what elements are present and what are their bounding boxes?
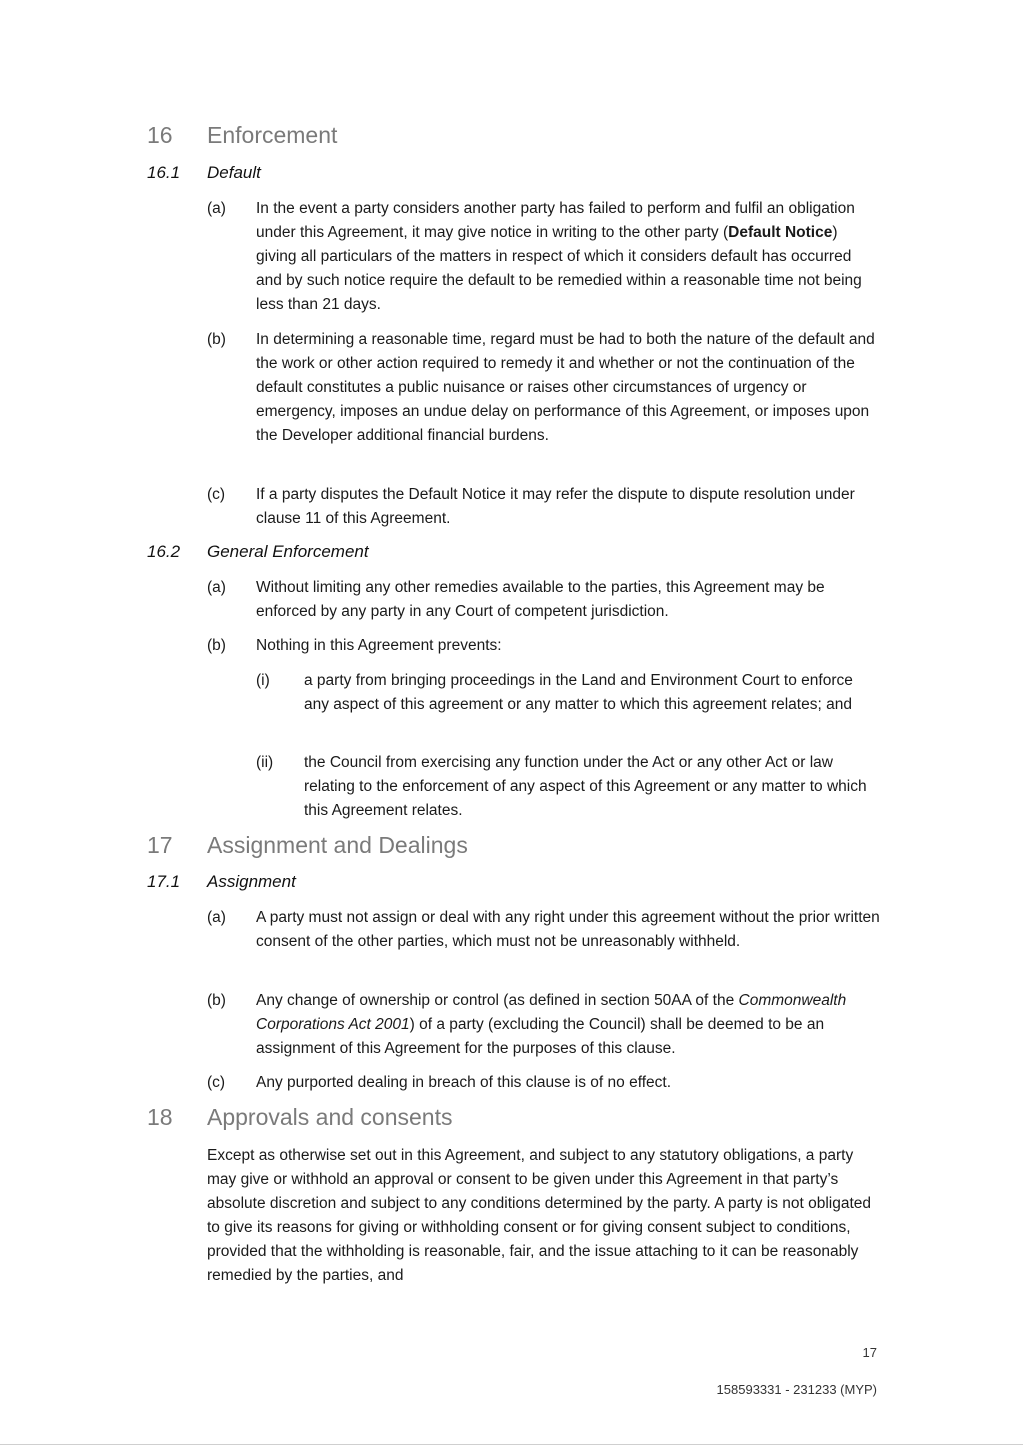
- section-18-title: Approvals and consents: [207, 1104, 453, 1130]
- clause-16-2-b-i-text: a party from bringing proceedings in the Land and Environment Court to enforce any aspect of this agreement or any matter to which this agreement relates; and: [304, 672, 853, 713]
- clause-16-1-c-text: If a party disputes the Default Notice it may refer the dispute to dispute resolution under clause 11 of this Agreement.: [256, 486, 855, 527]
- clause-16-2-b-ii-label: (ii): [256, 754, 274, 771]
- clause-16-2-a-label: (a): [207, 579, 226, 596]
- clause-16-2-a-text: Without limiting any other remedies available to the parties, this Agreement may be enforced by any party in any Court of competent jurisdiction.: [256, 579, 825, 620]
- clause-16-1-number: 16.1: [147, 163, 181, 182]
- clause-16-1-a-text: In the event a party considers another party has failed to perform and fulfil an obligation under this Agreement, it may give notice in writing to the other party (Default Notice) giving all particulars of the matters in respect of which it considers default has occurred and by such notice require the default to be remedied within a reasonable time not being less than 21 days.: [256, 200, 862, 313]
- section-17-number: 17: [147, 832, 173, 858]
- clause-16-2-title: General Enforcement: [207, 542, 369, 561]
- section-17-title: Assignment and Dealings: [207, 832, 468, 858]
- clause-17-1-a-label: (a): [207, 909, 226, 926]
- clause-17-1-b-label: (b): [207, 992, 226, 1009]
- section-16-title: Enforcement: [207, 122, 338, 148]
- clause-17-1-b-text: Any change of ownership or control (as defined in section 50AA of the Commonwealth Corporations Act 2001) of a party (excluding the Council) shall be deemed to be an assignment of this Agreement for the purposes of this clause.: [256, 992, 847, 1057]
- section-18-number: 18: [147, 1104, 173, 1130]
- clause-16-1-title: Default: [207, 163, 261, 182]
- clause-16-1-a-label: (a): [207, 200, 226, 217]
- clause-16-2-b-ii-text: the Council from exercising any function under the Act or any other Act or law relating to the enforcement of any aspect of this Agreement or any matter to which this Agreement relates.: [304, 754, 867, 819]
- clause-16-1-c-label: (c): [207, 486, 226, 503]
- clause-17-1-c-label: (c): [207, 1074, 226, 1091]
- page-number: 17: [862, 1345, 877, 1360]
- clause-17-1-a-text: A party must not assign or deal with any right under this agreement without the prior written consent of the other parties, which must not be unreasonably withheld.: [256, 909, 880, 950]
- clause-16-2-number: 16.2: [147, 542, 181, 561]
- clause-17-1-title: Assignment: [207, 872, 296, 891]
- page-bottom-edge: [0, 1444, 1023, 1445]
- clause-16-2-b-text: Nothing in this Agreement prevents:: [256, 637, 502, 654]
- clause-16-2-b-i-label: (i): [256, 672, 270, 689]
- clause-17-1-number: 17.1: [147, 872, 181, 891]
- clause-16-1-b-label: (b): [207, 331, 226, 348]
- clause-16-1-b-text: In determining a reasonable time, regard must be had to both the nature of the default and the work or other action required to remedy it and whether or not the continuation of the default constitutes a public nuisance or raises other circumstances of urgency or emergency, imposes an undue delay on performance of this Agreement, or imposes upon the Developer additional financial burdens.: [256, 331, 875, 444]
- defined-term-default-notice: Default Notice: [728, 224, 833, 241]
- section-16-number: 16: [147, 122, 173, 148]
- section-18-text: Except as otherwise set out in this Agreement, and subject to any statutory obligations, a party may give or withhold an approval or consent to be given under this Agreement in that party’s absolute discretion and subject to any conditions determined by the party. A party is not obligated to give its reasons for giving or withholding consent or for giving consent subject to conditions, provided that the withholding is reasonable, fair, and the issue attaching to it can be reasonably remedied by the parties, and: [207, 1147, 872, 1284]
- act-title-italic: Commonwealth Corporations Act 2001: [256, 992, 847, 1033]
- document-reference: 158593331 - 231233 (MYP): [716, 1382, 877, 1397]
- clause-17-1-c-text: Any purported dealing in breach of this clause is of no effect.: [256, 1074, 672, 1091]
- clause-16-2-b-label: (b): [207, 637, 226, 654]
